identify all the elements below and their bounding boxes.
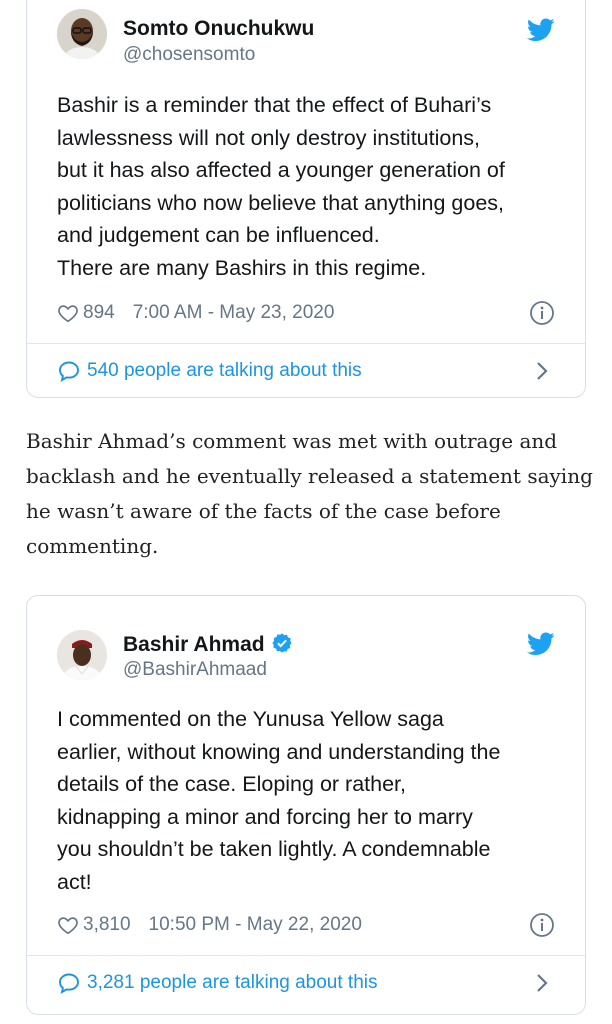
- heart-icon[interactable]: [57, 914, 79, 936]
- tweet-text-line: kidnapping a minor and forcing her to marry: [57, 804, 473, 829]
- speech-bubble-icon: [57, 971, 81, 995]
- author-handle[interactable]: @chosensomto: [123, 44, 256, 65]
- heart-icon[interactable]: [57, 302, 79, 324]
- info-icon[interactable]: [529, 912, 555, 938]
- tweet-text: [57, 703, 567, 898]
- twitter-bird-icon[interactable]: [527, 632, 555, 656]
- tweet-text-line: I commented on the Yunusa Yellow saga: [57, 707, 444, 731]
- chevron-right-icon[interactable]: [535, 360, 549, 382]
- tweet-card-bashir[interactable]: [26, 595, 586, 1015]
- tweet-text-line: earlier, without knowing and understanding the: [57, 739, 501, 764]
- twitter-bird-icon[interactable]: [527, 18, 555, 42]
- tweet-text-line: and judgement can be influenced.: [57, 223, 380, 247]
- divider: [27, 343, 585, 344]
- speech-bubble-icon: [57, 359, 81, 383]
- verified-badge-icon: [271, 632, 293, 654]
- like-count[interactable]: 3,810: [83, 914, 131, 935]
- tweet-timestamp[interactable]: 7:00 AM - May 23, 2020: [132, 302, 335, 323]
- avatar-image: [57, 9, 107, 59]
- tweet-meta: [57, 300, 555, 326]
- conversation-count[interactable]: 3,281 people are talking about this: [87, 972, 378, 993]
- tweet-text: [57, 89, 567, 284]
- tweet-timestamp[interactable]: 10:50 PM - May 22, 2020: [148, 914, 362, 935]
- avatar[interactable]: [57, 9, 107, 59]
- conversation-count[interactable]: 540 people are talking about this: [87, 360, 362, 381]
- like-count[interactable]: 894: [83, 302, 115, 323]
- avatar[interactable]: [57, 630, 107, 680]
- divider: [27, 955, 585, 956]
- tweet-text-line: details of the case. Eloping or rather,: [57, 772, 406, 796]
- author-handle[interactable]: @BashirAhmaad: [123, 659, 267, 680]
- tweet-text-line: There are many Bashirs in this regime.: [57, 255, 427, 280]
- author-name-text[interactable]: Bashir Ahmad: [123, 633, 265, 656]
- conversation-link[interactable]: [57, 357, 555, 385]
- chevron-right-icon[interactable]: [535, 972, 549, 994]
- tweet-text-line: act!: [57, 869, 92, 894]
- tweet-text-line: but it has also affected a younger generation of: [57, 158, 505, 182]
- article-paragraph: Bashir Ahmad’s comment was met with outrage and backlash and he eventually released a statement saying he wasn’t aware of the facts of the case before commenting.: [26, 429, 593, 558]
- conversation-link[interactable]: [57, 969, 555, 997]
- author-name[interactable]: Somto Onuchukwu: [123, 17, 315, 40]
- tweet-meta: [57, 912, 555, 938]
- author-name[interactable]: [123, 632, 293, 657]
- avatar-image: [57, 630, 107, 680]
- tweet-text-line: lawlessness will not only destroy institutions,: [57, 125, 481, 150]
- tweet-text-line: politicians who now believe that anything goes,: [57, 190, 505, 215]
- tweet-card-somto[interactable]: [26, 0, 586, 398]
- tweet-text-line: Bashir is a reminder that the effect of Buhari’s: [57, 93, 492, 117]
- tweet-text-line: you shouldn’t be taken lightly. A condemnable: [57, 837, 491, 861]
- info-icon[interactable]: [529, 300, 555, 326]
